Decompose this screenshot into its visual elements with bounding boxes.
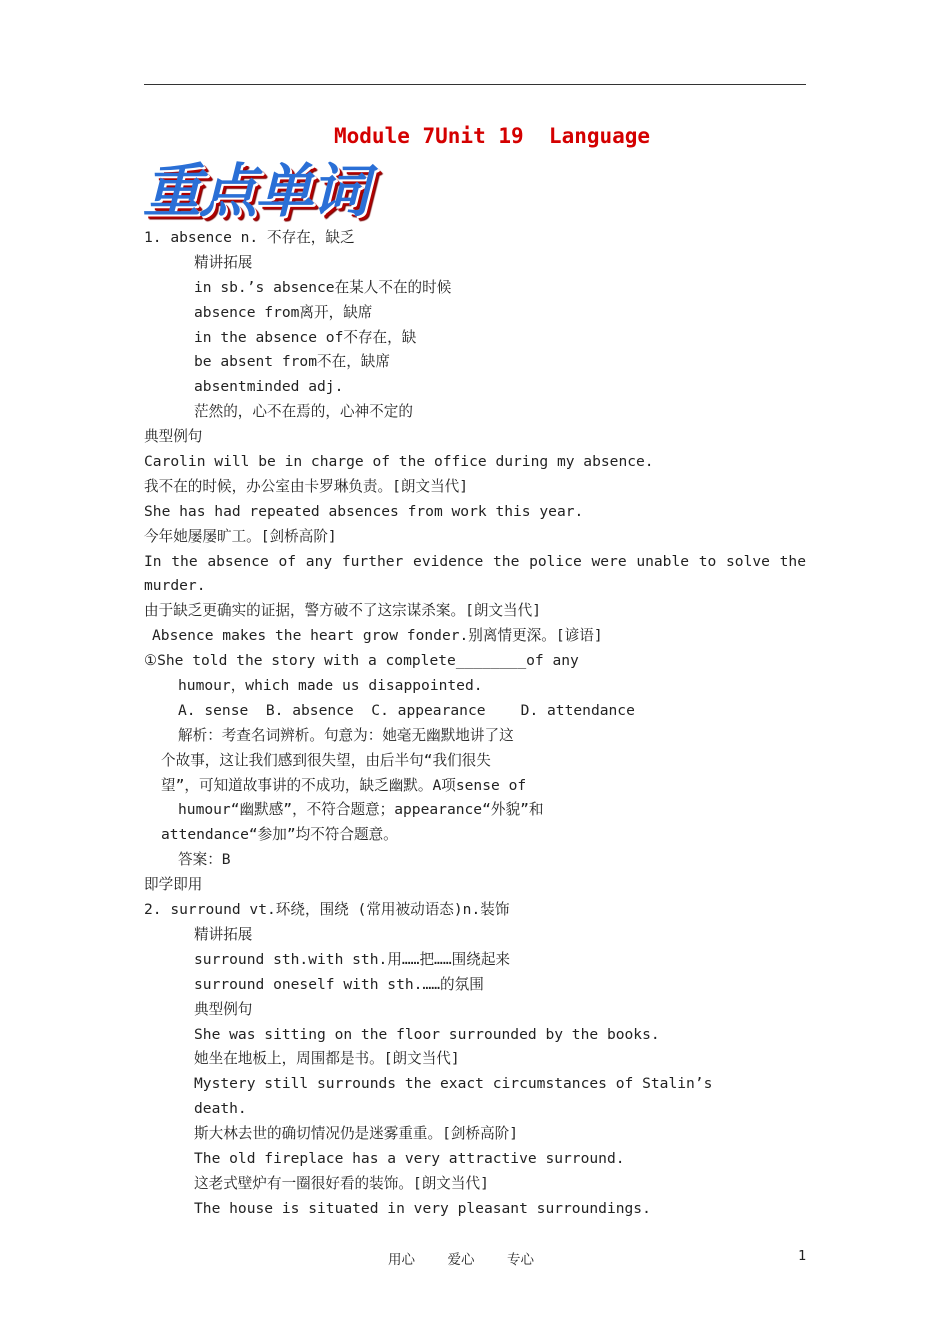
text-line: absence from离开，缺席	[194, 303, 373, 321]
footer-motto: 用心 爱心 专心	[388, 1252, 535, 1268]
text-line: 望”，可知道故事讲的不成功，缺乏幽默。A项sense of	[161, 776, 527, 794]
text-line: ①She told the story with a complete________of any	[144, 652, 579, 670]
page-title: Module 7Unit 19 Language	[334, 124, 651, 148]
text-line: 1. absence n. 不存在，缺乏	[144, 229, 355, 246]
text-line: She has had repeated absences from work this year.	[144, 502, 584, 520]
text-line: The old fireplace has a very attractive surround.	[194, 1149, 625, 1167]
text-line: attendance“参加”均不符合题意。	[161, 826, 398, 844]
text-line: 精讲拓展	[194, 925, 253, 943]
text-line: The house is situated in very pleasant surroundings.	[194, 1199, 651, 1217]
text-line: 斯大林去世的确切情况仍是迷雾重重。[剑桥高阶]	[194, 1125, 519, 1143]
text-line: 我不在的时候，办公室由卡罗琳负责。[朗文当代]	[144, 477, 469, 495]
text-line: be absent from不在，缺席	[194, 353, 390, 371]
text-line: in the absence of不存在，缺	[194, 328, 417, 346]
document-body	[144, 226, 806, 1222]
text-line: surround oneself with sth.……的氛围	[194, 975, 484, 993]
text-line: She was sitting on the floor surrounded by the books.	[194, 1025, 660, 1043]
text-line: Absence makes the heart grow fonder.别离情更深。[谚语]	[152, 627, 603, 645]
header-rule	[144, 84, 806, 85]
text-line: 个故事，这让我们感到很失望，由后半句“我们很失	[161, 751, 491, 769]
text-line: death.	[194, 1100, 247, 1118]
text-line: in sb.’s absence在某人不在的时候	[194, 278, 452, 296]
text-line: Mystery still surrounds the exact circumstances of Stalin’s	[194, 1075, 713, 1093]
text-line: murder.	[144, 577, 206, 595]
key-words-banner: 重点单词	[143, 157, 368, 225]
text-line: 由于缺乏更确实的证据，警方破不了这宗谋杀案。[朗文当代]	[144, 602, 542, 620]
text-line: Carolin will be in charge of the office during my absence.	[144, 453, 654, 471]
text-line: humour，which made us disappointed.	[178, 677, 483, 695]
text-line: 答案：B	[178, 851, 231, 869]
text-line: 典型例句	[144, 428, 203, 446]
text-line: 茫然的，心不在焉的，心神不定的	[194, 403, 413, 421]
text-line: 解析：考查名词辨析。句意为：她毫无幽默地讲了这	[178, 726, 514, 744]
text-line: 这老式壁炉有一圈很好看的装饰。[朗文当代]	[194, 1174, 489, 1192]
text-line: 精讲拓展	[194, 253, 253, 271]
text-line: A. sense B. absence C. appearance D. attendance	[178, 701, 635, 719]
text-line: 今年她屡屡旷工。[剑桥高阶]	[144, 527, 337, 545]
text-line: 典型例句	[194, 1000, 253, 1018]
text-line: In the absence of any further evidence the police were unable to solve the	[144, 552, 806, 570]
text-line: 2. surround vt.环绕，围绕 (常用被动语态)n.装饰	[144, 901, 510, 919]
text-line: 她坐在地板上，周围都是书。[朗文当代]	[194, 1050, 460, 1068]
text-line: absentminded adj.	[194, 378, 344, 396]
page-number: 1	[798, 1248, 807, 1264]
text-line: 即学即用	[144, 876, 203, 894]
text-line: surround sth.with sth.用……把……围绕起来	[194, 950, 511, 968]
text-line: humour“幽默感”，不符合题意；appearance“外貌”和	[178, 801, 544, 819]
